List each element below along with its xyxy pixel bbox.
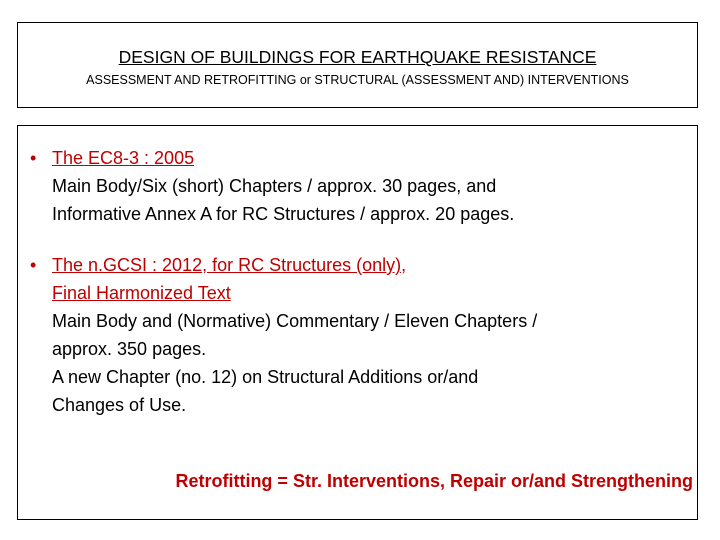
bullet-text-line: Informative Annex A for RC Structures / approx. 20 pages. [52, 204, 515, 224]
bullet-text-line: Main Body and (Normative) Commentary / Eleven Chapters / [52, 311, 538, 331]
bullet-heading: The EC8-3 : 2005 [52, 148, 195, 168]
bullet-text-line: approx. 350 pages. [52, 339, 207, 359]
slide-subtitle: ASSESSMENT AND RETROFITTING or STRUCTURAL (ASSESSMENT AND) INTERVENTIONS [86, 73, 629, 87]
bullet-text-line: Changes of Use. [52, 395, 187, 415]
bullet-body [52, 144, 692, 228]
content-box [17, 125, 698, 520]
bullet-text-line: A new Chapter (no. 12) on Structural Additions or/and [52, 367, 479, 387]
slide-title: DESIGN OF BUILDINGS FOR EARTHQUAKE RESISTANCE [118, 47, 597, 67]
bullet-body [52, 251, 692, 419]
bullet-heading: Final Harmonized Text [52, 283, 231, 303]
title-box [17, 22, 698, 108]
bullet-icon: • [30, 255, 37, 275]
bullet-icon: • [30, 148, 37, 168]
bullet-heading: The n.GCSI : 2012, for RC Structures (only), [52, 255, 407, 275]
retrofitting-definition: Retrofitting = Str. Interventions, Repair or/and Strengthening [175, 471, 693, 491]
bullet-text-line: Main Body/Six (short) Chapters / approx. 30 pages, and [52, 176, 497, 196]
